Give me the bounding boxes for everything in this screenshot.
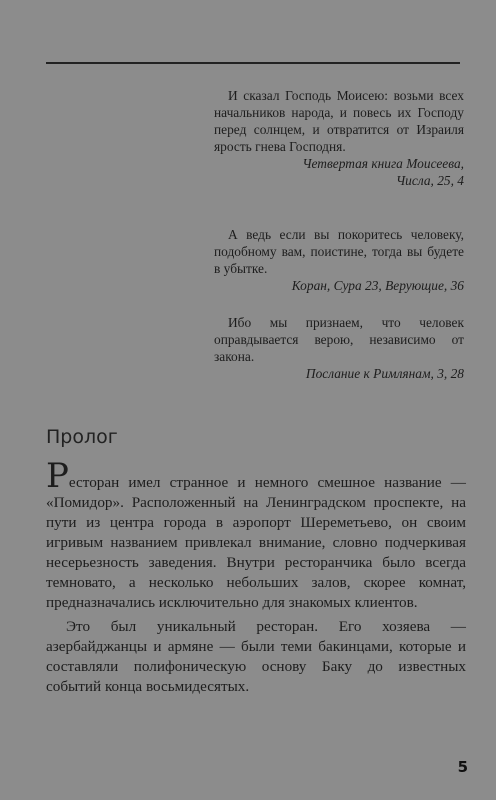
epigraph-2 (214, 226, 464, 294)
epigraph-1 (214, 87, 464, 189)
epigraph-quote: А ведь если вы покоритесь человеку, подобному вам, поистине, тогда вы будете в убытке. (214, 227, 464, 276)
drop-cap: Р (46, 456, 69, 496)
paragraph-text: есторан имел странное и немного смешное название — «Помидор». Расположенный на Ленинградском проспекте, на пути из центра города в аэропорт Шереметьево, он своим игривым названием привлекал внимание, словно подчеркивая несерьезность заведения. Внутри ресторанчика было всегда темновато, а несколько небольших залов, скорее комнат, предназначались исключительно для знакомых клиентов. (46, 474, 466, 611)
paragraph (46, 456, 466, 613)
epigraph-source: Четвертая книга Моисеева, (302, 156, 464, 171)
top-rule (46, 62, 460, 64)
epigraph-source: Числа, 25, 4 (395, 173, 464, 188)
paragraph: Это был уникальный ресторан. Его хозяева — азербайджанцы и армяне — были теми бакинцами, которые и составляли полифоническую основу Баку до известных событий конца восьмидесятых. (46, 618, 466, 695)
epigraph-quote: И сказал Господь Моисею: возьми всех начальников народа, и повесь их Господу перед солнцем, и отвратится от Израиля ярость гнева Господня. (214, 88, 464, 154)
epigraph-3 (214, 314, 464, 382)
page-number: 5 (457, 758, 468, 776)
chapter-body (46, 456, 466, 697)
epigraph-source: Послание к Римлянам, 3, 28 (305, 366, 464, 381)
chapter-title: Пролог (46, 426, 118, 448)
epigraph-source: Коран, Сура 23, Верующие, 36 (291, 278, 464, 293)
epigraph-quote: Ибо мы признаем, что человек оправдывается верою, независимо от закона. (214, 315, 464, 364)
